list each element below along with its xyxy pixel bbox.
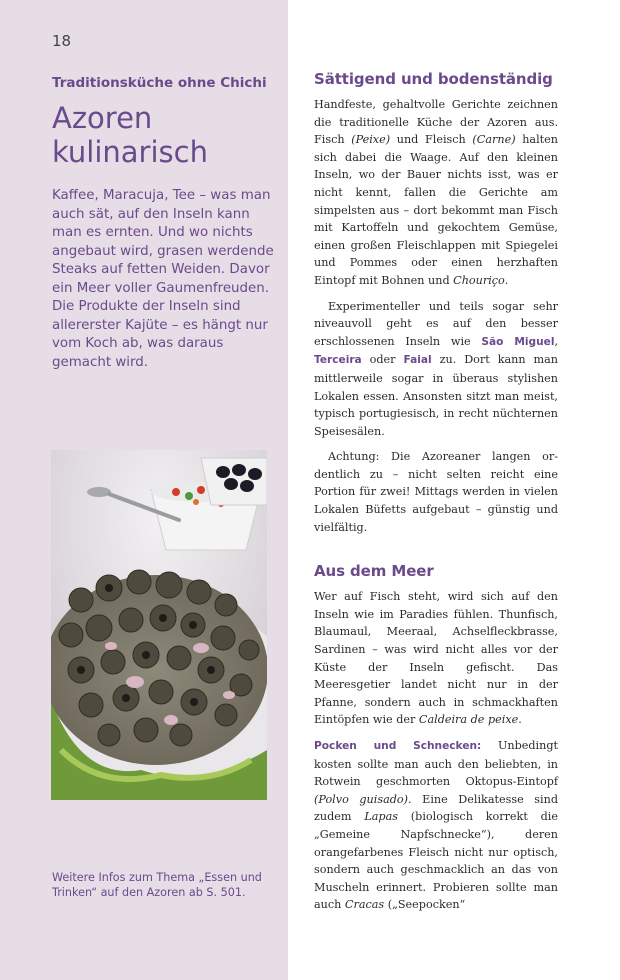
further-info-note: Weitere Infos zum Thema „Essen und Trinken“ auf den Azoren ab S. 501.: [52, 871, 262, 899]
text-run: .: [504, 273, 509, 287]
main-column: [314, 70, 558, 914]
chapter-kicker: Traditionsküche ohne Chichi: [52, 75, 267, 91]
text-run: und Fleisch: [390, 133, 473, 147]
lead-pocken-schnecken: Pocken und Schnecken:: [314, 740, 482, 752]
food-photo: [51, 450, 267, 800]
text-run: ,: [554, 334, 559, 348]
text-run: zu. Dort kann man mittlerweile sogar in überaus stylishen Lokalen essen. Ansonsten sitzt man meist, typisch portugiesisch, in recht nüchternen Speisesälen.: [314, 353, 558, 438]
place-terceira: Terceira: [314, 354, 362, 367]
paragraph: Achtung: Die Azoreaner langen ordentlich zu – nicht selten reicht eine Portion für zwei! Mittags werden in vielen Lokalen Büfetts aufgebaut – günstig und vielfältig.: [314, 450, 558, 534]
term-polvo: (Polvo guisado): [314, 792, 409, 806]
section-heading-saettigend: Sättigend und bodenständig: [314, 70, 553, 88]
paragraph: [314, 96, 558, 290]
text-run: halten sich dabei die Waage. Auf den kleinen Inseln, wo der Bauer nichts isst, was er nicht kennt, fallen die Gerichte am simpelsten aus – dort bekommt man Fisch mit Kartoffeln und gekochtem Gemüse, einen großen Fleischlappen mit Spiegelei und Pommes oder einen herzhaften Eintopf mit Bohnen und: [314, 133, 558, 287]
term-lapas: Lapas: [364, 810, 398, 824]
text-run: („Seepocken“: [384, 898, 466, 912]
text-run: Unbedingt kosten sollte man auch den beliebten, in Rotwein geschmorten Oktopus-Eintopf: [314, 739, 558, 789]
barnacles-plate-image: [51, 450, 267, 800]
paragraph: [314, 298, 558, 441]
place-faial: Faial: [403, 354, 432, 367]
chapter-title-line1: Azoren: [52, 101, 153, 135]
text-run: Wer auf Fisch steht, wird sich auf den Inseln wie im Paradies fühlen. Thunfisch, Blaumaul, Meeraal, Achselfleckbrasse, Sardinen – was wird nicht alles vor der Küste der Inseln gefischt. Das Meeresgetier landet nicht nur in der Pfanne, sondern auch in schmackhaften Eintöpfen wie der: [314, 590, 558, 727]
term-caldeira: Caldeira de peixe: [418, 713, 519, 727]
text-run: Experimenteller und teils sogar sehr niveauvoll geht es auf den besser erschlossenen Inseln wie: [314, 299, 558, 348]
text-run: .: [518, 713, 522, 727]
chapter-title: [52, 101, 282, 169]
term-chourico: Chouriço: [453, 273, 505, 287]
term-peixe: (Peixe): [351, 133, 391, 147]
text-run: . Eine Delikatesse sind zudem: [314, 792, 558, 824]
paragraph: [314, 588, 558, 729]
text-run: Handfeste, gehaltvolle Gerichte zeichnen die traditionelle Küche der Azoren aus. Fisch: [314, 98, 558, 147]
section-heading-aus-dem-meer: Aus dem Meer: [314, 562, 434, 581]
chapter-title-line2: kulinarisch: [52, 135, 208, 169]
intro-text: Kaffee, Maracuja, Tee – was man auch sät, auf den Inseln kann man es ernten. Und wo nichts angebaut wird, grasen werdende Steaks auf fetten Weiden. Davor ein Meer voller Gaumenfreuden. Die Produkte der Inseln sind allererster Kajüte – es hängt nur vom Koch ab, was daraus gemacht wird.: [52, 188, 274, 370]
text-run: oder: [361, 353, 404, 367]
term-carne: (Carne): [472, 133, 516, 147]
text-run: (biologisch korrekt die „Gemeine Napfschnecke“), deren orangefarbenes Fleisch nicht nur optisch, sondern auch geschmacklich an das von Muscheln erinnert. Probieren sollte man auch: [314, 810, 558, 912]
place-sao-miguel: São Miguel: [481, 335, 555, 348]
paragraph: [314, 737, 558, 914]
term-cracas: Cracas: [344, 898, 385, 912]
page-number: 18: [52, 32, 72, 50]
